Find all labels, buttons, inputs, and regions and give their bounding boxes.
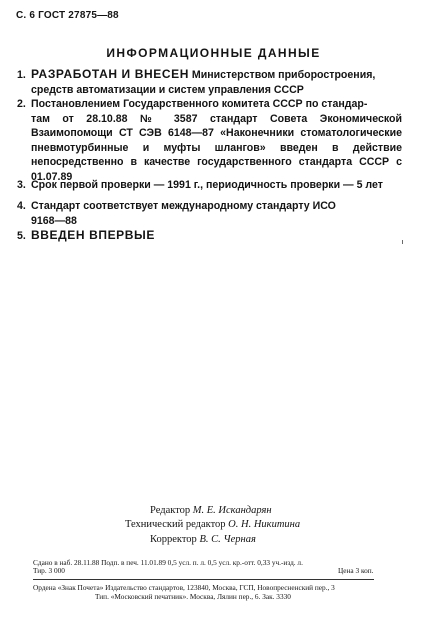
- info-item-2: [17, 97, 402, 184]
- corrector-label: Корректор: [150, 534, 200, 545]
- item-text: Постановлением Государственного комитета СССР по стандар-: [31, 98, 368, 110]
- imprint-line-4: Тип. «Московский печатник». Москва, Лялин пер., 6. Зак. 3330: [95, 592, 291, 601]
- tech-editor-name: О. Н. Никитина: [228, 519, 301, 530]
- item-lead: РАЗРАБОТАН И ВНЕСЕН: [31, 67, 189, 81]
- imprint-line-2: Тир. 3 000: [33, 566, 65, 575]
- imprint-line-1: Сдано в наб. 28.11.88 Подп. в печ. 11.01.89 0,5 усл. п. л. 0,5 усл. кр.-отт. 0,33 уч.-изд. л.: [33, 558, 303, 567]
- info-item-1: [17, 67, 402, 97]
- item-text: Министерством приборостроения,: [188, 69, 376, 81]
- item-continuation: средств автоматизации и систем управления СССР: [31, 83, 304, 96]
- credit-corrector: [150, 533, 256, 547]
- item-number: 4.: [17, 200, 26, 212]
- print-speck: [402, 240, 403, 244]
- imprint-price: Цена 3 коп.: [338, 566, 374, 575]
- item-lead: ВВЕДЕН ВПЕРВЫЕ: [31, 228, 156, 242]
- item-text: Срок первой проверки — 1991 г., периодичность проверки — 5 лет: [31, 179, 383, 191]
- item-continuation: 9168—88: [31, 214, 77, 227]
- tech-editor-label: Технический редактор: [125, 519, 229, 530]
- item-number: 1.: [17, 69, 26, 81]
- item-number: 3.: [17, 179, 26, 191]
- credit-editor: [150, 504, 272, 518]
- info-item-5: [17, 228, 402, 244]
- page-header: С. 6 ГОСТ 27875—88: [16, 10, 119, 21]
- credit-tech-editor: [125, 518, 300, 532]
- corrector-name: В. С. Черная: [199, 534, 256, 545]
- info-item-3: [17, 178, 402, 193]
- divider-rule: [33, 579, 374, 580]
- editor-name: М. Е. Искандарян: [192, 505, 272, 516]
- item-text: Стандарт соответствует международному стандарту ИСО: [31, 200, 336, 212]
- info-item-4: [17, 199, 402, 228]
- imprint-line-3: Ордена «Знак Почета» Издательство стандартов, 123840, Москва, ГСП, Новопресненский пер., 3: [33, 583, 335, 592]
- editor-label: Редактор: [150, 505, 193, 516]
- item-number: 2.: [17, 98, 26, 110]
- item-continuation: там от 28.10.88 № 3587 стандарт Совета Экономической Взаимопомощи СТ СЭВ 6148—87 «Наконечники стоматологические пневмотурбинные и муфты шлангов» введен в действие непосредственно в качестве государственного стандарта СССР с 01.07.89: [31, 112, 402, 183]
- section-title: ИНФОРМАЦИОННЫЕ ДАННЫЕ: [106, 46, 321, 60]
- item-number: 5.: [17, 230, 26, 242]
